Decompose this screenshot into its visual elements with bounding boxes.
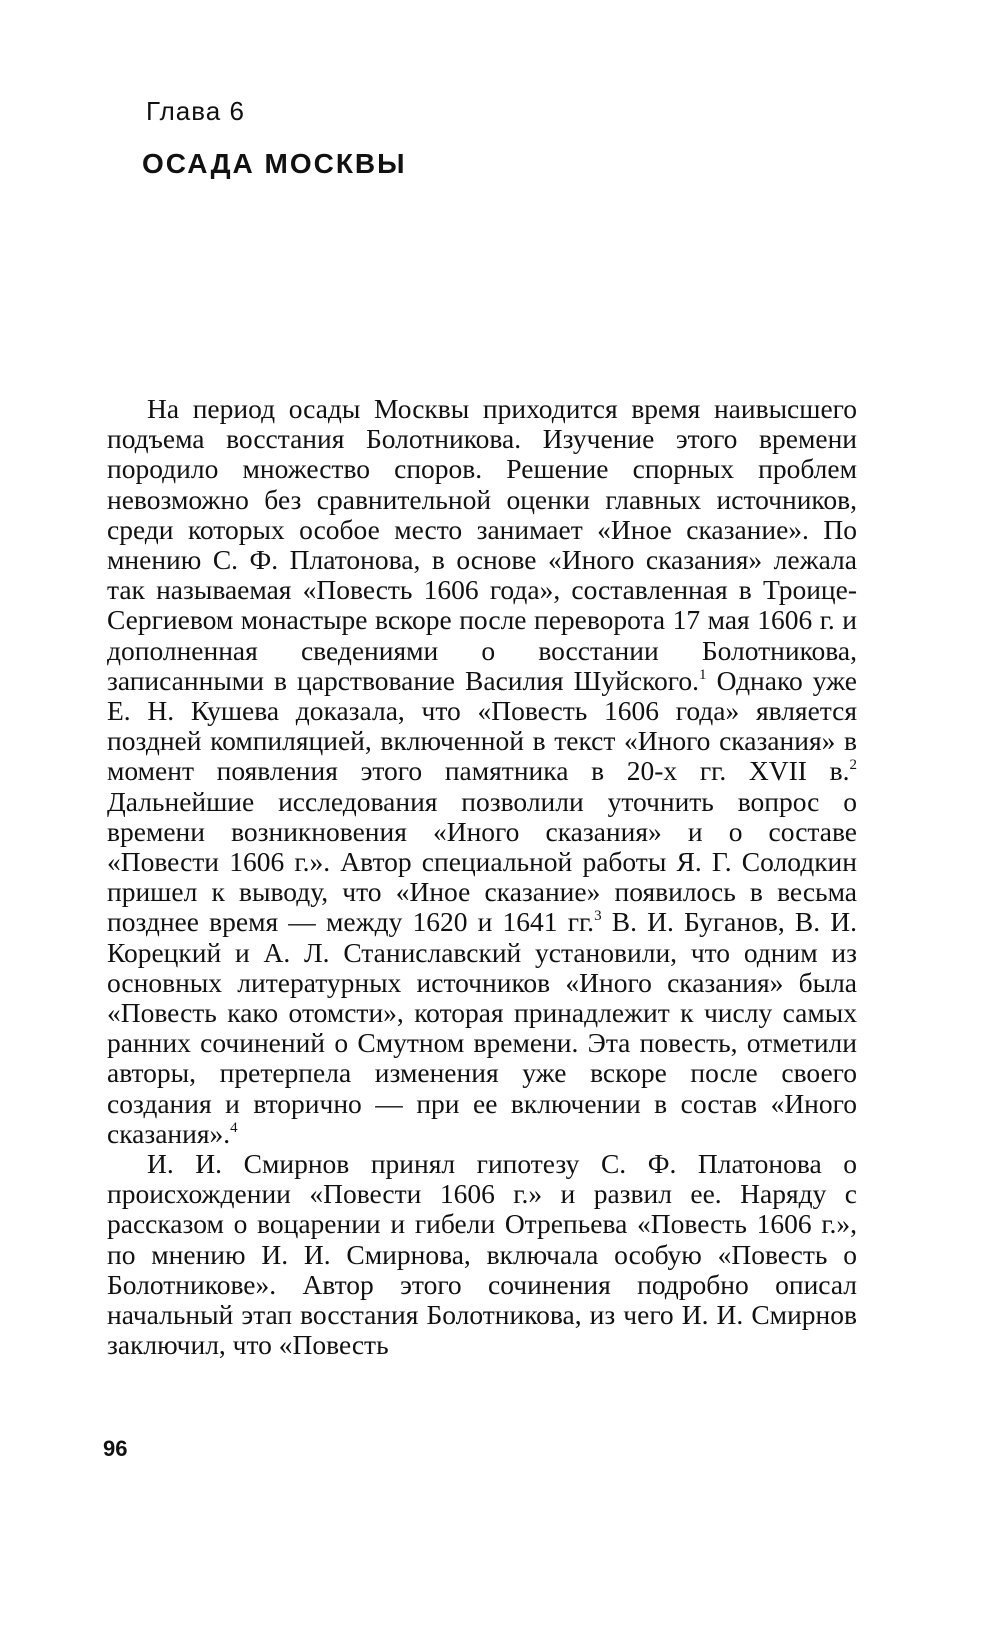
paragraph-1 <box>107 394 857 1149</box>
footnote-ref-3: 3 <box>594 908 602 925</box>
paragraph-1-part-2: Однако уже Е. Н. Кушева доказала, что «Повесть 1606 года» является поздней компиляцией, включенной в текст «Иного сказания» в момент появления этого памятника в 20-х гг. XVII в. <box>107 664 857 787</box>
chapter-title: ОСАДА МОСКВЫ <box>142 148 407 179</box>
footnote-ref-1: 1 <box>699 666 707 683</box>
footnote-ref-2: 2 <box>849 757 857 774</box>
paragraph-1-part-4: В. И. Буганов, В. И. Корецкий и А. Л. Станиславский установили, что одним из основных литературных источников «Иного сказания» была «Повесть како отомсти», которая принадлежит к числу самых ранних сочинений о Смутном времени. Эта повесть, отметили авторы, претерпела изменения уже вскоре после своего создания и вторично — при ее включении в состав «Иного сказания». <box>107 906 857 1149</box>
page-number: 96 <box>103 1436 128 1461</box>
paragraph-1-part-3: Дальнейшие исследования позволили уточнить вопрос о времени возникновения «Иного сказания» и о составе «Повести 1606 г.». Автор специальной работы Я. Г. Солодкин пришел к выводу, что «Иное сказание» появилось в весьма позднее время — между 1620 и 1641 гг. <box>107 785 857 938</box>
chapter-label: Глава 6 <box>146 96 245 126</box>
footnote-ref-4: 4 <box>230 1119 238 1136</box>
paragraph-1-part-1: На период осады Москвы приходится время наивысшего подъема восстания Болотникова. Изучение этого времени породило множество споров. Решение спорных проблем невозможно без сравнительной оценки главных источников, среди которых особое место занимает «Иное сказание». По мнению С. Ф. Платонова, в основе «Иного сказания» лежала так называемая «Повесть 1606 года», составленная в Троице-Сергиевом монастыре вскоре после переворота 17 мая 1606 г. и дополненная сведениями о восстании Болотникова, записанными в царствование Василия Шуйского. <box>107 393 857 696</box>
body-text <box>107 394 857 1361</box>
paragraph-2: И. И. Смирнов принял гипотезу С. Ф. Платонова о происхождении «Повести 1606 г.» и развил ее. Наряду с рассказом о воцарении и гибели Отрепьева «Повесть 1606 г.», по мнению И. И. Смирнова, включала особую «Повесть о Болотникове». Автор этого сочинения подробно описал начальный этап восстания Болотникова, из чего И. И. Смирнов заключил, что «Повесть <box>107 1148 857 1361</box>
